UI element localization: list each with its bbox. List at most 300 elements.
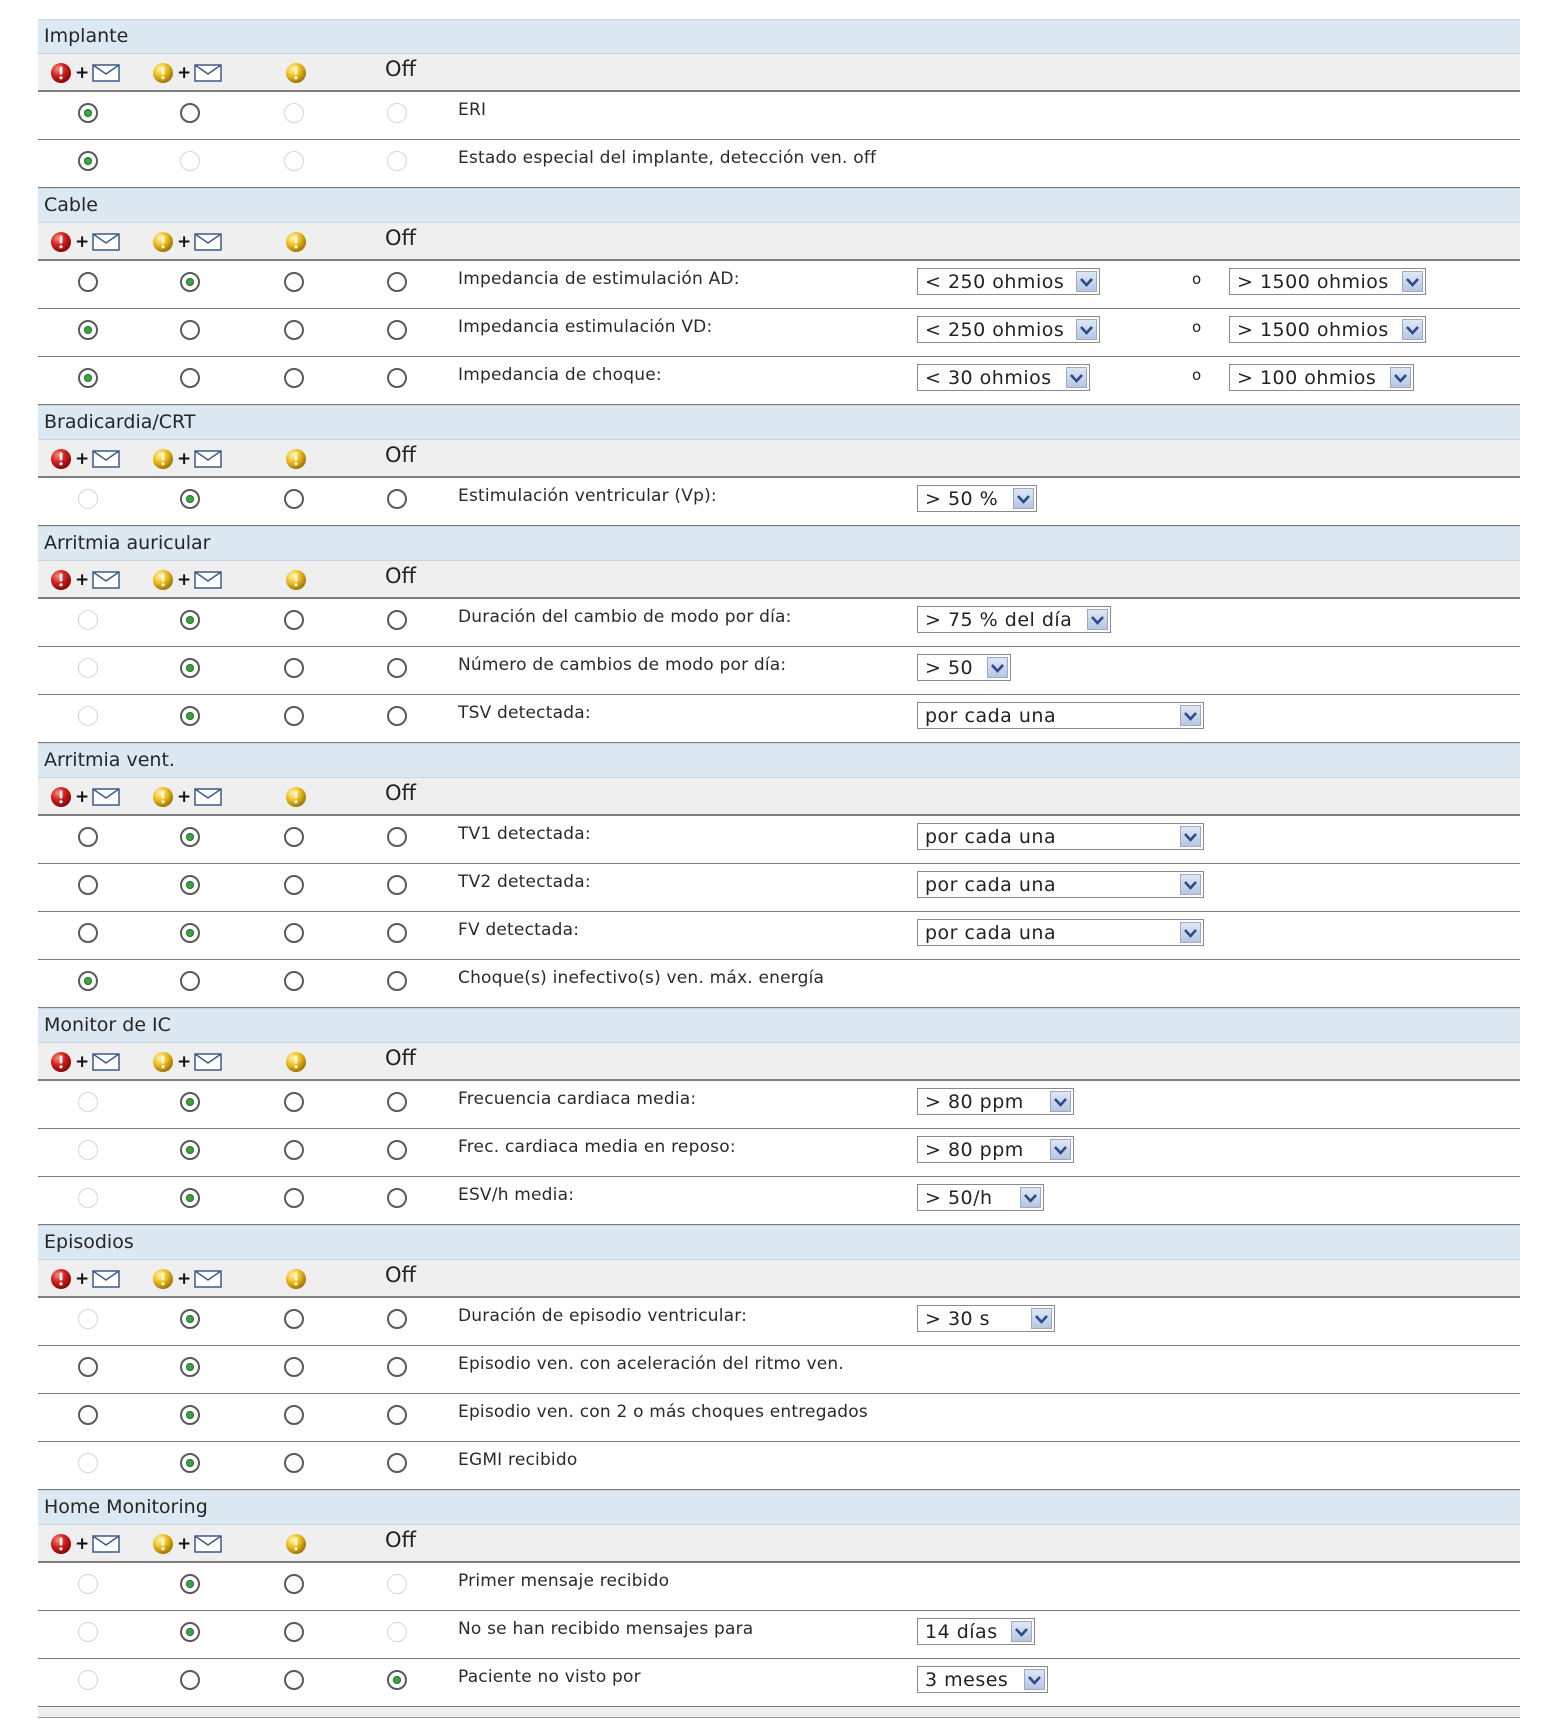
yellow-alert-icon (285, 1268, 307, 1290)
radio-yellow-alert-email[interactable] (180, 1622, 200, 1642)
dropdown-arrow-icon[interactable] (1076, 271, 1097, 292)
radio-red-alert-email[interactable] (78, 368, 98, 388)
radio-yellow-alert-email[interactable] (180, 1188, 200, 1208)
legend-off-label: Off (385, 443, 416, 467)
radio-yellow-alert[interactable] (284, 489, 304, 509)
radio-red-alert-email[interactable] (78, 272, 98, 292)
setting-row (38, 261, 1520, 309)
dropdown-arrow-icon[interactable] (1402, 271, 1423, 292)
radio-yellow-alert-email[interactable] (180, 1574, 200, 1594)
yellow-alert-icon (285, 1051, 307, 1073)
plus-sign: + (177, 63, 192, 83)
radio-yellow-alert[interactable] (284, 1309, 304, 1329)
mail-icon (194, 788, 222, 806)
threshold-select[interactable] (917, 1184, 1044, 1211)
threshold-select-value: 14 días (925, 1620, 998, 1643)
radio-red-alert-email (78, 1140, 98, 1160)
setting-row (38, 599, 1520, 647)
setting-label: Choque(s) inefectivo(s) ven. máx. energía (458, 968, 825, 988)
setting-label: Paciente no visto por (458, 1667, 641, 1687)
threshold-select-value: por cada una (925, 704, 1057, 727)
radio-yellow-alert[interactable] (284, 1453, 304, 1473)
radio-red-alert-email (78, 610, 98, 630)
mail-icon (92, 64, 120, 82)
radio-red-alert-email (78, 1670, 98, 1690)
legend-off-label: Off (385, 564, 416, 588)
setting-label: Impedancia estimulación VD: (458, 317, 713, 337)
radio-yellow-alert-email[interactable] (180, 1670, 200, 1690)
radio-off[interactable] (387, 489, 407, 509)
radio-yellow-alert[interactable] (284, 1140, 304, 1160)
or-label: o (1192, 270, 1202, 288)
radio-yellow-alert-email[interactable] (180, 610, 200, 630)
radio-off[interactable] (387, 320, 407, 340)
radio-off[interactable] (387, 706, 407, 726)
legend-row (38, 1525, 1520, 1563)
radio-off[interactable] (387, 1453, 407, 1473)
mail-icon (92, 571, 120, 589)
dropdown-arrow-icon[interactable] (1390, 367, 1411, 388)
radio-off[interactable] (387, 1405, 407, 1425)
radio-yellow-alert[interactable] (284, 1574, 304, 1594)
section-cable (38, 188, 1520, 405)
radio-off[interactable] (387, 368, 407, 388)
threshold-select[interactable] (917, 1305, 1055, 1332)
radio-off (387, 103, 407, 123)
setting-row (38, 1611, 1520, 1659)
plus-sign: + (177, 570, 192, 590)
threshold-select-value: > 30 s (925, 1307, 991, 1330)
yellow-alert-icon (285, 231, 307, 253)
radio-red-alert-email[interactable] (78, 971, 98, 991)
plus-sign: + (75, 449, 90, 469)
setting-row (38, 1129, 1520, 1177)
dropdown-arrow-icon[interactable] (987, 657, 1008, 678)
legend-red-alert-email (50, 231, 120, 253)
mail-icon (92, 1535, 120, 1553)
red-alert-icon (50, 231, 72, 253)
legend-off-label: Off (385, 226, 416, 250)
radio-yellow-alert[interactable] (284, 272, 304, 292)
legend-yellow-alert-email (152, 62, 222, 84)
legend-yellow-alert (285, 231, 307, 253)
setting-row (38, 92, 1520, 140)
section-bradicardia-crt (38, 405, 1520, 526)
yellow-alert-icon (285, 1533, 307, 1555)
setting-row (38, 357, 1520, 405)
setting-label: Número de cambios de modo por día: (458, 655, 787, 675)
yellow-alert-icon (152, 1268, 174, 1290)
dropdown-arrow-icon[interactable] (1180, 826, 1201, 847)
radio-red-alert-email[interactable] (78, 1357, 98, 1377)
setting-label: TV1 detectada: (458, 824, 591, 844)
section-title: Bradicardia/CRT (38, 405, 1520, 440)
radio-yellow-alert[interactable] (284, 1357, 304, 1377)
legend-off-label: Off (385, 781, 416, 805)
legend-yellow-alert (285, 448, 307, 470)
setting-row (38, 1081, 1520, 1129)
mail-icon (194, 233, 222, 251)
radio-red-alert-email (78, 1188, 98, 1208)
radio-off[interactable] (387, 1092, 407, 1112)
radio-red-alert-email (78, 1453, 98, 1473)
legend-red-alert-email (50, 1051, 120, 1073)
setting-label: Duración del cambio de modo por día: (458, 607, 792, 627)
legend-yellow-alert (285, 1533, 307, 1555)
dropdown-arrow-icon[interactable] (1087, 609, 1108, 630)
radio-yellow-alert[interactable] (284, 1188, 304, 1208)
setting-row (38, 816, 1520, 864)
radio-red-alert-email (78, 1574, 98, 1594)
radio-off[interactable] (387, 1188, 407, 1208)
section-title: Episodios (38, 1225, 1520, 1260)
section-episodios (38, 1225, 1520, 1490)
plus-sign: + (177, 1269, 192, 1289)
yellow-alert-icon (285, 786, 307, 808)
threshold-select[interactable] (917, 1666, 1048, 1693)
radio-red-alert-email[interactable] (78, 151, 98, 171)
section-arritmia-auricular (38, 526, 1520, 743)
dropdown-arrow-icon[interactable] (1402, 319, 1423, 340)
radio-yellow-alert[interactable] (284, 1092, 304, 1112)
threshold-select-value: > 50 % (925, 487, 999, 510)
radio-yellow-alert[interactable] (284, 923, 304, 943)
threshold-select[interactable] (917, 823, 1204, 850)
plus-sign: + (75, 1052, 90, 1072)
radio-off (387, 1574, 407, 1594)
dropdown-arrow-icon[interactable] (1024, 1669, 1045, 1690)
alarm-settings-panel (38, 19, 1520, 1718)
threshold-select-value: por cada una (925, 825, 1057, 848)
threshold-select-value: 3 meses (925, 1668, 1009, 1691)
radio-yellow-alert-email[interactable] (180, 103, 200, 123)
setting-row (38, 960, 1520, 1008)
legend-yellow-alert-email (152, 1533, 222, 1555)
dropdown-arrow-icon[interactable] (1180, 874, 1201, 895)
threshold-select[interactable] (917, 919, 1204, 946)
radio-yellow-alert-email[interactable] (180, 1357, 200, 1377)
dropdown-arrow-icon[interactable] (1050, 1139, 1071, 1160)
legend-red-alert-email (50, 569, 120, 591)
radio-yellow-alert[interactable] (284, 1405, 304, 1425)
mail-icon (194, 1535, 222, 1553)
threshold-select[interactable] (917, 606, 1111, 633)
plus-sign: + (75, 232, 90, 252)
dropdown-arrow-icon[interactable] (1180, 705, 1201, 726)
yellow-alert-icon (152, 786, 174, 808)
radio-off[interactable] (387, 1357, 407, 1377)
radio-yellow-alert-email[interactable] (180, 1309, 200, 1329)
setting-label: FV detectada: (458, 920, 580, 940)
radio-yellow-alert[interactable] (284, 827, 304, 847)
legend-row (38, 440, 1520, 478)
threshold-select[interactable] (917, 871, 1204, 898)
bottom-bar (38, 1707, 1520, 1718)
setting-label: Frecuencia cardiaca media: (458, 1089, 697, 1109)
plus-sign: + (177, 1534, 192, 1554)
setting-row (38, 1177, 1520, 1225)
yellow-alert-icon (152, 448, 174, 470)
mail-icon (194, 450, 222, 468)
yellow-alert-icon (152, 62, 174, 84)
setting-label: ESV/h media: (458, 1185, 575, 1205)
legend-yellow-alert-email (152, 231, 222, 253)
yellow-alert-icon (285, 62, 307, 84)
red-alert-icon (50, 786, 72, 808)
radio-off[interactable] (387, 971, 407, 991)
setting-label: Impedancia de choque: (458, 365, 662, 385)
radio-red-alert-email[interactable] (78, 923, 98, 943)
radio-off[interactable] (387, 923, 407, 943)
yellow-alert-icon (285, 569, 307, 591)
section-title: Arritmia vent. (38, 743, 1520, 778)
yellow-alert-icon (285, 448, 307, 470)
radio-off (387, 151, 407, 171)
radio-yellow-alert[interactable] (284, 875, 304, 895)
setting-label: Duración de episodio ventricular: (458, 1306, 748, 1326)
setting-row (38, 1563, 1520, 1611)
setting-label: EGMI recibido (458, 1450, 578, 1470)
legend-row (38, 54, 1520, 92)
threshold-select-upper[interactable] (1229, 316, 1426, 343)
legend-red-alert-email (50, 448, 120, 470)
setting-row (38, 647, 1520, 695)
section-title: Monitor de IC (38, 1008, 1520, 1043)
setting-row (38, 864, 1520, 912)
or-label: o (1192, 318, 1202, 336)
dropdown-arrow-icon[interactable] (1076, 319, 1097, 340)
setting-row (38, 1659, 1520, 1707)
mail-icon (92, 233, 120, 251)
legend-row (38, 561, 1520, 599)
legend-yellow-alert-email (152, 786, 222, 808)
plus-sign: + (75, 787, 90, 807)
setting-label: Episodio ven. con 2 o más choques entregados (458, 1402, 868, 1422)
section-title: Cable (38, 188, 1520, 223)
radio-yellow-alert-email[interactable] (180, 658, 200, 678)
yellow-alert-icon (152, 1533, 174, 1555)
dropdown-arrow-icon[interactable] (1050, 1091, 1071, 1112)
mail-icon (194, 1053, 222, 1071)
legend-row (38, 223, 1520, 261)
threshold-select[interactable] (917, 702, 1204, 729)
threshold-select-upper[interactable] (1229, 364, 1414, 391)
radio-off[interactable] (387, 272, 407, 292)
red-alert-icon (50, 1268, 72, 1290)
plus-sign: + (177, 449, 192, 469)
plus-sign: + (177, 232, 192, 252)
radio-off[interactable] (387, 875, 407, 895)
radio-yellow-alert-email[interactable] (180, 272, 200, 292)
radio-yellow-alert-email[interactable] (180, 1140, 200, 1160)
radio-yellow-alert[interactable] (284, 610, 304, 630)
radio-red-alert-email[interactable] (78, 875, 98, 895)
legend-yellow-alert (285, 62, 307, 84)
radio-red-alert-email[interactable] (78, 827, 98, 847)
setting-label: Episodio ven. con aceleración del ritmo ven. (458, 1354, 844, 1374)
plus-sign: + (75, 1534, 90, 1554)
legend-off-label: Off (385, 1046, 416, 1070)
radio-yellow-alert (284, 151, 304, 171)
radio-yellow-alert[interactable] (284, 706, 304, 726)
threshold-select[interactable] (917, 316, 1100, 343)
radio-yellow-alert[interactable] (284, 368, 304, 388)
radio-yellow-alert-email (180, 151, 200, 171)
red-alert-icon (50, 1051, 72, 1073)
threshold-select-value: > 80 ppm (925, 1090, 1024, 1113)
radio-yellow-alert-email[interactable] (180, 875, 200, 895)
radio-yellow-alert[interactable] (284, 1670, 304, 1690)
threshold-select-upper[interactable] (1229, 268, 1426, 295)
red-alert-icon (50, 62, 72, 84)
setting-label: Estimulación ventricular (Vp): (458, 486, 717, 506)
threshold-select[interactable] (917, 485, 1037, 512)
legend-yellow-alert-email (152, 1051, 222, 1073)
setting-label: Frec. cardiaca media en reposo: (458, 1137, 736, 1157)
setting-label: Estado especial del implante, detección ven. off (458, 148, 877, 168)
radio-yellow-alert-email[interactable] (180, 827, 200, 847)
legend-yellow-alert-email (152, 448, 222, 470)
setting-label: Impedancia de estimulación AD: (458, 269, 740, 289)
legend-yellow-alert (285, 1051, 307, 1073)
plus-sign: + (75, 63, 90, 83)
threshold-select[interactable] (917, 268, 1100, 295)
legend-yellow-alert (285, 1268, 307, 1290)
threshold-select-value: > 80 ppm (925, 1138, 1024, 1161)
legend-off-label: Off (385, 1528, 416, 1552)
section-monitor-de-ic (38, 1008, 1520, 1225)
radio-red-alert-email[interactable] (78, 1405, 98, 1425)
radio-off[interactable] (387, 610, 407, 630)
yellow-alert-icon (152, 569, 174, 591)
setting-row (38, 912, 1520, 960)
threshold-select-value: por cada una (925, 873, 1057, 896)
radio-yellow-alert-email[interactable] (180, 489, 200, 509)
legend-red-alert-email (50, 1533, 120, 1555)
legend-off-label: Off (385, 57, 416, 81)
radio-yellow-alert-email[interactable] (180, 923, 200, 943)
dropdown-arrow-icon[interactable] (1011, 1621, 1032, 1642)
section-home-monitoring (38, 1490, 1520, 1707)
radio-red-alert-email (78, 706, 98, 726)
radio-red-alert-email (78, 1092, 98, 1112)
legend-row (38, 1043, 1520, 1081)
dropdown-arrow-icon[interactable] (1020, 1187, 1041, 1208)
legend-yellow-alert-email (152, 1268, 222, 1290)
radio-red-alert-email (78, 658, 98, 678)
threshold-select[interactable] (917, 364, 1090, 391)
radio-off[interactable] (387, 1140, 407, 1160)
radio-yellow-alert-email[interactable] (180, 1092, 200, 1112)
setting-row (38, 1298, 1520, 1346)
setting-row (38, 478, 1520, 526)
radio-off[interactable] (387, 1670, 407, 1690)
section-implante (38, 19, 1520, 188)
radio-yellow-alert[interactable] (284, 1622, 304, 1642)
threshold-select-value: < 250 ohmios (925, 318, 1065, 341)
setting-label: ERI (458, 100, 487, 120)
radio-yellow-alert[interactable] (284, 658, 304, 678)
radio-off[interactable] (387, 658, 407, 678)
mail-icon (92, 788, 120, 806)
legend-red-alert-email (50, 62, 120, 84)
radio-yellow-alert (284, 103, 304, 123)
setting-label: TSV detectada: (458, 703, 591, 723)
legend-red-alert-email (50, 786, 120, 808)
dropdown-arrow-icon[interactable] (1066, 367, 1087, 388)
dropdown-arrow-icon[interactable] (1180, 922, 1201, 943)
section-arritmia-vent- (38, 743, 1520, 1008)
radio-red-alert-email (78, 1622, 98, 1642)
radio-red-alert-email[interactable] (78, 320, 98, 340)
red-alert-icon (50, 569, 72, 591)
section-title: Arritmia auricular (38, 526, 1520, 561)
radio-off[interactable] (387, 1309, 407, 1329)
threshold-select[interactable] (917, 1136, 1074, 1163)
plus-sign: + (177, 787, 192, 807)
dropdown-arrow-icon[interactable] (1013, 488, 1034, 509)
setting-row (38, 695, 1520, 743)
radio-off (387, 1622, 407, 1642)
dropdown-arrow-icon[interactable] (1031, 1308, 1052, 1329)
red-alert-icon (50, 448, 72, 470)
radio-yellow-alert-email[interactable] (180, 368, 200, 388)
radio-red-alert-email (78, 1309, 98, 1329)
legend-yellow-alert (285, 786, 307, 808)
or-label: o (1192, 366, 1202, 384)
legend-row (38, 778, 1520, 816)
threshold-select-upper-value: > 100 ohmios (1237, 366, 1377, 389)
threshold-select[interactable] (917, 1618, 1035, 1645)
threshold-select-upper-value: > 1500 ohmios (1237, 270, 1389, 293)
radio-yellow-alert-email[interactable] (180, 706, 200, 726)
section-title: Home Monitoring (38, 1490, 1520, 1525)
radio-yellow-alert-email[interactable] (180, 1405, 200, 1425)
red-alert-icon (50, 1533, 72, 1555)
threshold-select[interactable] (917, 1088, 1074, 1115)
yellow-alert-icon (152, 231, 174, 253)
setting-row (38, 1394, 1520, 1442)
radio-yellow-alert[interactable] (284, 320, 304, 340)
threshold-select-value: < 30 ohmios (925, 366, 1052, 389)
threshold-select-value: > 50 (925, 656, 974, 679)
plus-sign: + (177, 1052, 192, 1072)
mail-icon (92, 1053, 120, 1071)
radio-yellow-alert-email[interactable] (180, 1453, 200, 1473)
radio-off[interactable] (387, 827, 407, 847)
radio-yellow-alert[interactable] (284, 971, 304, 991)
radio-red-alert-email[interactable] (78, 103, 98, 123)
section-title: Implante (38, 19, 1520, 54)
threshold-select[interactable] (917, 654, 1011, 681)
setting-row (38, 1442, 1520, 1490)
setting-row (38, 1346, 1520, 1394)
mail-icon (194, 64, 222, 82)
legend-red-alert-email (50, 1268, 120, 1290)
radio-yellow-alert-email[interactable] (180, 320, 200, 340)
mail-icon (194, 1270, 222, 1288)
legend-off-label: Off (385, 1263, 416, 1287)
setting-label: No se han recibido mensajes para (458, 1619, 754, 1639)
legend-yellow-alert (285, 569, 307, 591)
radio-red-alert-email (78, 489, 98, 509)
threshold-select-value: < 250 ohmios (925, 270, 1065, 293)
yellow-alert-icon (152, 1051, 174, 1073)
plus-sign: + (75, 1269, 90, 1289)
setting-row (38, 140, 1520, 188)
radio-yellow-alert-email[interactable] (180, 971, 200, 991)
threshold-select-value: > 75 % del día (925, 608, 1073, 631)
